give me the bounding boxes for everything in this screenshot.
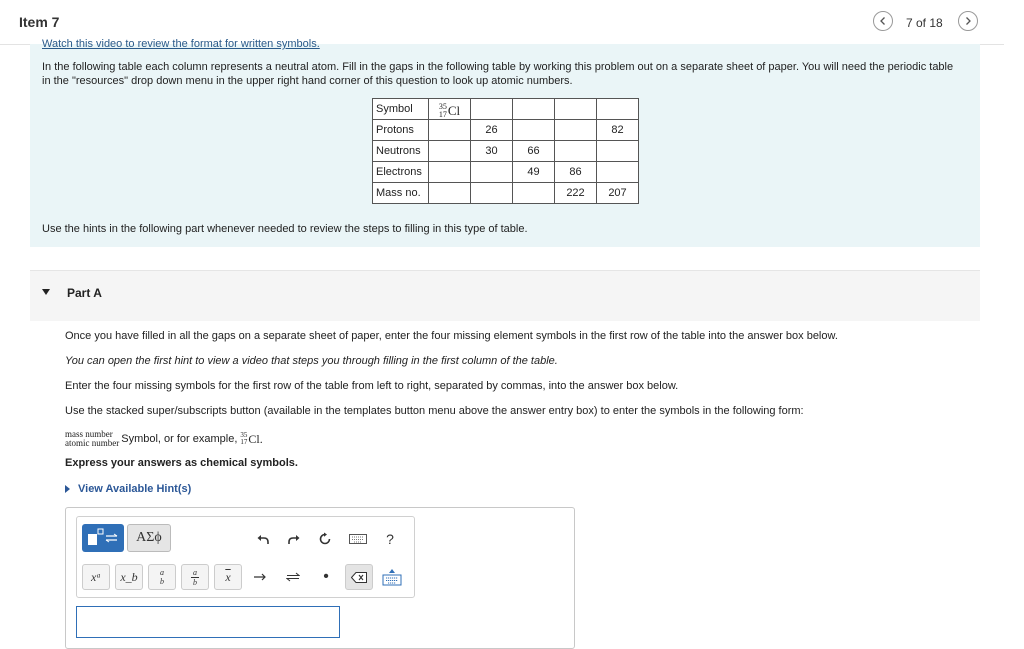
help-icon[interactable]: ? xyxy=(386,531,394,547)
prev-item-button[interactable] xyxy=(873,11,893,31)
fraction-button[interactable] xyxy=(181,564,209,590)
templates-button[interactable] xyxy=(82,524,124,552)
table-row xyxy=(373,162,639,183)
table-cell xyxy=(555,141,597,162)
backspace-icon xyxy=(351,572,367,583)
form-text: Symbol, or for example, xyxy=(121,433,238,445)
chevron-left-icon xyxy=(878,16,888,26)
answer-panel xyxy=(65,507,575,649)
symbol-form-example xyxy=(65,430,263,448)
table-cell xyxy=(597,141,639,162)
table-cell xyxy=(513,183,555,204)
table-cell xyxy=(555,120,597,141)
row-header: Mass no. xyxy=(373,183,429,204)
table-cell xyxy=(471,99,513,120)
reset-icon[interactable] xyxy=(316,530,334,548)
example-element: Cl. xyxy=(248,431,263,446)
table-cell xyxy=(597,162,639,183)
intro-text: In the following table each column represents a neutral atom. Fill in the gaps in the following table by working this problem out on a separate sheet of paper. You will need the periodic table in the "resources" drop down menu in the upper right hand corner of this question to look up atomic numbers. xyxy=(42,61,954,87)
superscript-glyph: xᵃ xyxy=(90,569,102,584)
math-toolbar xyxy=(76,516,415,598)
table-cell: 207 xyxy=(597,183,639,204)
row-header: Electrons xyxy=(373,162,429,183)
hint-note: Use the hints in the following part whenever needed to review the steps to filling in this type of table. xyxy=(42,223,528,235)
table-cell: 222 xyxy=(555,183,597,204)
chevron-right-icon xyxy=(963,16,973,26)
item-pager: 7 of 18 xyxy=(906,16,943,30)
mass-number: 35 xyxy=(438,101,447,111)
table-row xyxy=(373,120,639,141)
table-row xyxy=(373,99,639,120)
greek-symbols-button[interactable]: ΑΣϕ xyxy=(127,524,171,552)
next-item-button[interactable] xyxy=(958,11,978,31)
example-atomic: 17 xyxy=(240,438,248,446)
table-row xyxy=(373,141,639,162)
table-cell xyxy=(471,162,513,183)
triangle-right-icon xyxy=(65,485,70,493)
overline-glyph: $\overline{x}$ xyxy=(225,569,231,584)
atomic-number: 17 xyxy=(438,109,447,119)
table-cell xyxy=(429,141,471,162)
dot-button[interactable]: • xyxy=(323,568,329,585)
subscript-glyph: x_b xyxy=(120,569,138,584)
table-cell xyxy=(513,99,555,120)
express-as-note: Express your answers as chemical symbols. xyxy=(65,457,298,469)
symbol-example-cell xyxy=(429,99,471,120)
fraction-glyph: $\frac{a}{b}$ xyxy=(193,567,197,587)
table-cell: 30 xyxy=(471,141,513,162)
part-a-instruction-4: Use the stacked super/subscripts button (available in the templates button menu above the answer entry box) to enter the symbols in the following form: xyxy=(65,405,804,417)
part-a-instruction-3: Enter the four missing symbols for the first row of the table from left to right, separated by commas, into the answer box below. xyxy=(65,380,679,392)
row-header: Protons xyxy=(373,120,429,141)
table-cell xyxy=(513,120,555,141)
row-header: Neutrons xyxy=(373,141,429,162)
superscript-button[interactable] xyxy=(82,564,110,590)
templates-icon xyxy=(82,524,124,552)
form-mass-label: mass number xyxy=(65,429,113,439)
table-row xyxy=(373,183,639,204)
redo-icon[interactable] xyxy=(285,530,303,548)
example-symbol xyxy=(240,432,262,447)
table-cell xyxy=(597,99,639,120)
keyboard-toggle-button[interactable] xyxy=(378,564,406,590)
stacked-script-button[interactable] xyxy=(148,564,176,590)
row-header: Symbol xyxy=(373,99,429,120)
element-symbol: Cl xyxy=(447,102,461,118)
undo-icon[interactable] xyxy=(254,530,272,548)
caret-down-icon[interactable] xyxy=(42,289,50,295)
form-atomic-label: atomic number xyxy=(65,438,120,448)
delete-button[interactable] xyxy=(345,564,373,590)
example-mass: 35 xyxy=(240,431,248,439)
table-cell xyxy=(429,120,471,141)
table-cell xyxy=(471,183,513,204)
part-a-instruction-1: Once you have filled in all the gaps on a separate sheet of paper, enter the four missing element symbols in the first row of the table into the answer box below. xyxy=(65,330,838,342)
view-hints-link[interactable] xyxy=(65,483,191,495)
chlorine-symbol xyxy=(439,103,460,119)
subscript-button[interactable] xyxy=(115,564,143,590)
right-arrow-button[interactable] xyxy=(246,564,274,590)
part-a-header[interactable] xyxy=(30,270,980,321)
item-title: Item 7 xyxy=(19,14,60,30)
table-cell: 86 xyxy=(555,162,597,183)
table-cell: 49 xyxy=(513,162,555,183)
answer-input[interactable] xyxy=(76,606,340,638)
keyboard-up-icon xyxy=(382,568,402,586)
equilibrium-arrow-button[interactable] xyxy=(279,564,307,590)
overline-button[interactable] xyxy=(214,564,242,590)
part-a-instruction-2: You can open the first hint to view a video that steps you through filling in the first column of the table. xyxy=(65,355,558,367)
atom-table xyxy=(372,98,639,204)
table-cell: 26 xyxy=(471,120,513,141)
table-cell xyxy=(429,162,471,183)
stacked-glyph: a b xyxy=(160,568,164,586)
right-arrow-icon xyxy=(253,572,267,582)
video-link[interactable]: Watch this video to review the format for written symbols. xyxy=(42,38,320,50)
view-hints-label[interactable]: View Available Hint(s) xyxy=(78,483,192,495)
form-stack xyxy=(65,430,119,448)
table-cell xyxy=(555,99,597,120)
part-a-label[interactable]: Part A xyxy=(67,286,102,300)
table-cell xyxy=(429,183,471,204)
keyboard-icon[interactable] xyxy=(349,530,367,548)
table-cell: 66 xyxy=(513,141,555,162)
equilibrium-arrow-icon xyxy=(286,572,300,582)
table-cell: 82 xyxy=(597,120,639,141)
